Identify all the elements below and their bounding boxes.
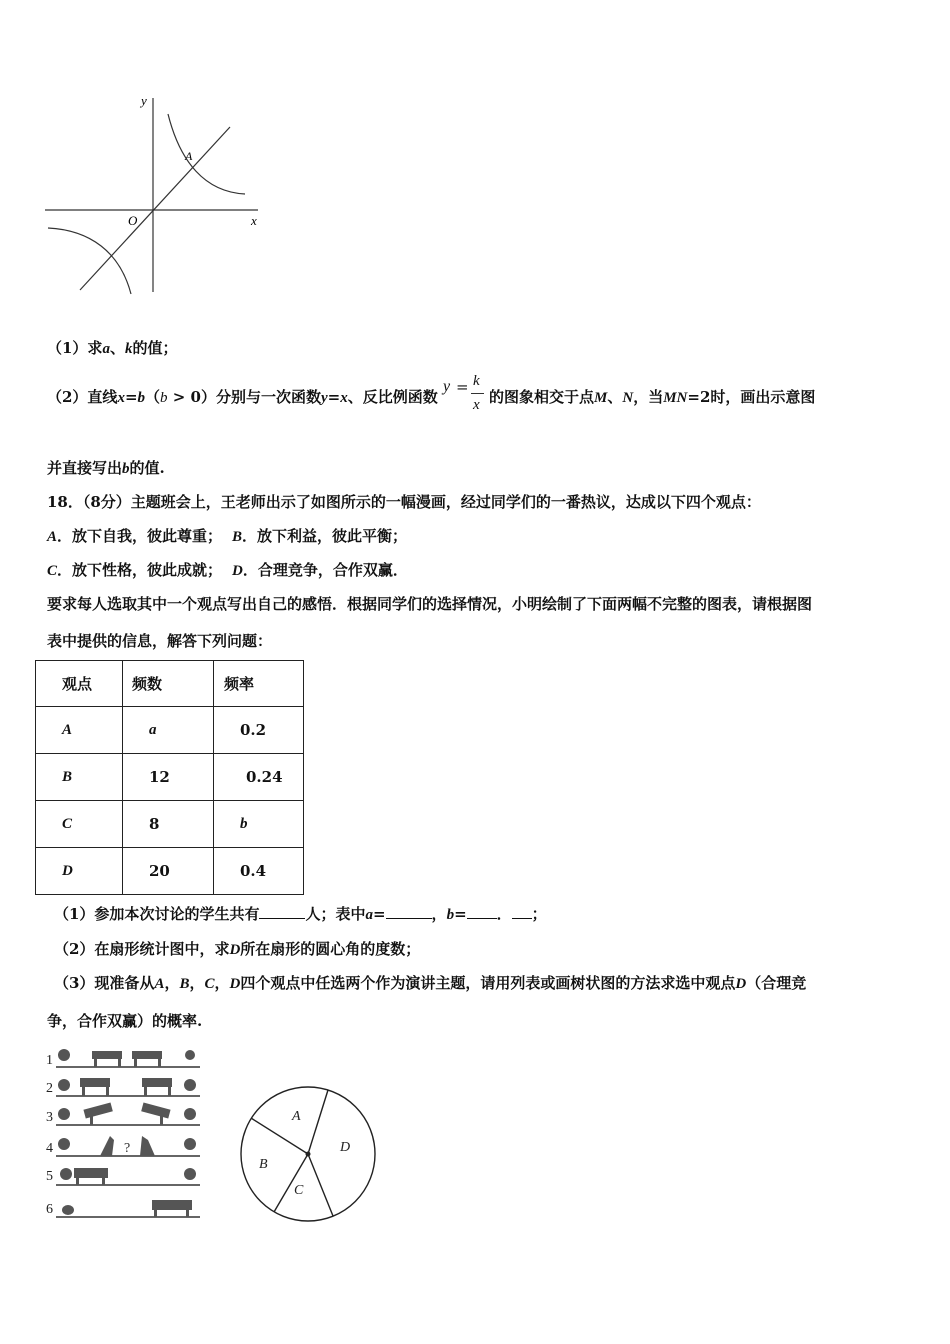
table-row: A a 0.2 xyxy=(36,707,304,754)
coordinate-graph xyxy=(40,92,270,302)
q18-sub3: （3）现准备从A，B，C，D四个观点中任选两个作为演讲主题，请用列表或画树状图的方法求选中观点D（合理竞 xyxy=(54,974,807,992)
inverse-function-formula: y = k x xyxy=(443,376,489,420)
cartoon-number-4: 4 xyxy=(46,1141,53,1156)
table-row: C 8 b xyxy=(36,801,304,848)
line-y-equals-x xyxy=(80,127,230,290)
q18-sub2: （2）在扇形统计图中，求D所在扇形的圆心角的度数； xyxy=(54,940,421,958)
donkey-cartoon-image xyxy=(40,1040,205,1225)
cartoon-number-3: 3 xyxy=(46,1110,53,1125)
cartoon-number-6: 6 xyxy=(46,1202,53,1217)
pie-label-b: B xyxy=(259,1157,268,1172)
answer-blank-total[interactable] xyxy=(259,904,305,919)
q18-sub4: 争，合作双赢）的概率. xyxy=(47,1012,203,1030)
q18-requirement-2: 表中提供的信息，解答下列问题： xyxy=(47,632,273,650)
hyperbola-branch-2 xyxy=(48,228,131,294)
q18-sub1: （1）参加本次讨论的学生共有 人；表中a= ，b= ． ； xyxy=(54,905,547,923)
table-row: D 20 0.4 xyxy=(36,848,304,895)
q18-requirement-1: 要求每人选取其中一个观点写出自己的感悟．根据同学们的选择情况，小明绘制了下面两幅不完整的图表，请根据图 xyxy=(47,595,813,613)
q17-part2: （2）直线x=b（b > 0）分别与一次函数y=x、反比例函数 y = k x 的图象相交于点M、N，当MN=2时，画出示意图 xyxy=(47,372,815,422)
answer-blank-a[interactable] xyxy=(386,904,432,919)
point-a-label: A xyxy=(185,149,193,163)
table-row: B 12 0.24 xyxy=(36,754,304,801)
y-axis-label: y xyxy=(141,93,147,108)
cartoon-number-1: 1 xyxy=(46,1053,53,1068)
pie-divider-cd xyxy=(308,1154,333,1216)
frequency-table xyxy=(35,660,304,895)
answer-blank-b[interactable] xyxy=(467,904,497,919)
pie-divider-ad xyxy=(308,1090,328,1154)
cartoon-question-mark: ? xyxy=(124,1141,131,1156)
q18-intro: 18．（8分）主题班会上，王老师出示了如图所示的一幅漫画，经过同学们的一番热议，达成以下四个观点： xyxy=(47,493,761,511)
q18-options-cd: C．放下性格，彼此成就； D．合理竞争，合作双赢． xyxy=(47,561,408,579)
pie-label-d: D xyxy=(340,1140,351,1155)
pie-label-a: A xyxy=(292,1109,301,1124)
table-header-row: 观点 频数 频率 xyxy=(36,661,304,707)
pie-chart xyxy=(236,1083,382,1225)
q17-part3: 并直接写出b的值. xyxy=(47,459,165,477)
cartoon-number-2: 2 xyxy=(46,1081,53,1096)
origin-label: O xyxy=(128,213,138,228)
q17-part1: （1）求a、k的值； xyxy=(47,339,178,357)
pie-label-c: C xyxy=(294,1183,304,1198)
cartoon-number-5: 5 xyxy=(46,1169,53,1184)
q18-options-ab: A．放下自我，彼此尊重； B．放下利益，彼此平衡； xyxy=(47,527,408,545)
x-axis-label: x xyxy=(251,213,257,228)
